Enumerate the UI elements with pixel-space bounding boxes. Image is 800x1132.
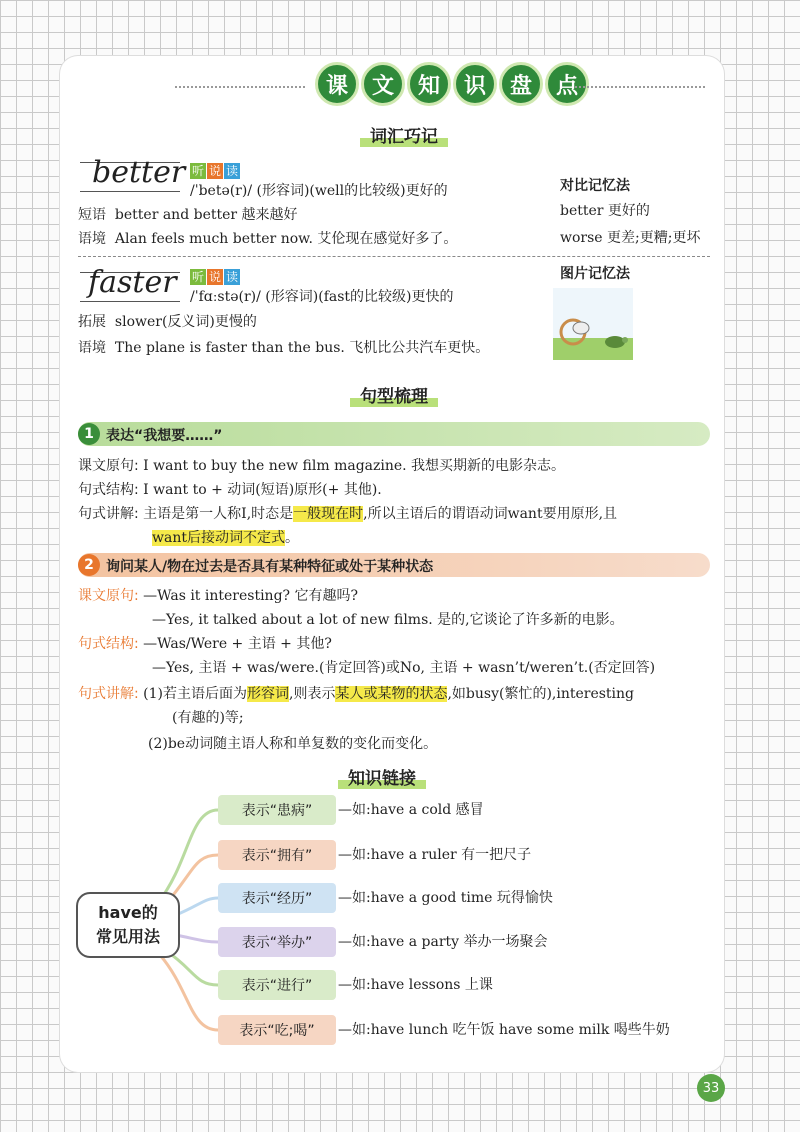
title-char: 盘 — [499, 62, 543, 106]
title-char: 识 — [453, 62, 497, 106]
title-char: 文 — [361, 62, 405, 106]
sentence-structure: 句式结构: —Was/Were + 主语 + 其他? — [78, 636, 332, 652]
text-sentence: 课文原句: —Was it interesting? 它有趣吗? — [78, 588, 358, 604]
side-method-line: better 更好的 — [560, 203, 650, 219]
sentence-explanation-2: (2)be动词随主语人称和单复数的变化而变化。 — [148, 736, 438, 752]
branch-label: 表示“经历” — [218, 883, 336, 913]
pattern-title: 表达“我想要……” — [106, 428, 223, 444]
text-sentence: 课文原句: I want to buy the new film magazine. 我想买期新的电影杂志。 — [78, 458, 566, 474]
read-tag: 读 — [225, 164, 238, 178]
speak-tag: 说 — [208, 270, 221, 284]
vocab-word: better — [92, 155, 186, 190]
read-tag: 读 — [225, 270, 238, 284]
listen-tag: 听 — [191, 164, 204, 178]
title-char: 课 — [315, 62, 359, 106]
pattern-number: 2 — [78, 554, 100, 576]
title-char: 知 — [407, 62, 451, 106]
branch-example: —如:have a cold 感冒 — [338, 802, 484, 818]
listen-tag: 听 — [191, 270, 204, 284]
branch-label: 表示“患病” — [218, 795, 336, 825]
branch-label: 表示“拥有” — [218, 840, 336, 870]
text-sentence-cont: —Yes, it talked about a lot of new films. 是的,它谈论了许多新的电影。 — [152, 612, 624, 628]
branch-example: —如:have lessons 上课 — [338, 977, 493, 993]
pattern-number: 1 — [78, 423, 100, 445]
extension-line: 拓展 slower(反义词)更慢的 — [78, 314, 257, 330]
branch-label: 表示“进行” — [218, 970, 336, 1000]
sentence-structure-cont: —Yes, 主语 + was/were.(肯定回答)或No, 主语 + wasn’t/weren’t.(否定回答) — [152, 660, 656, 676]
sentence-explanation-cont: want后接动词不定式。 — [152, 530, 299, 546]
sentence-explanation: 句式讲解: 主语是第一人称I,时态是一般现在时,所以主语后的谓语动词want要用原形,且 — [78, 506, 618, 522]
context-line: 语境 The plane is faster than the bus. 飞机比公共汽车更快。 — [78, 340, 490, 356]
branch-example: —如:have lunch 吃午饭 have some milk 喝些牛奶 — [338, 1022, 670, 1038]
pattern-title: 询问某人/物在过去是否具有某种特征或处于某种状态 — [106, 559, 434, 575]
word-pronunciation: /ˈfɑːstə(r)/ (形容词)(fast的比较级)更快的 — [190, 289, 454, 305]
side-method-line: worse 更差;更糟;更坏 — [560, 230, 701, 246]
knowledge-heading: 知识链接 — [338, 764, 426, 789]
branch-example: —如:have a good time 玩得愉快 — [338, 890, 553, 906]
speak-tag: 说 — [208, 164, 221, 178]
branch-example: —如:have a ruler 有一把尺子 — [338, 847, 532, 863]
title-char: 点 — [545, 62, 589, 106]
sentence-structure: 句式结构: I want to + 动词(短语)原形(+ 其他). — [78, 482, 382, 498]
word-pronunciation: /ˈbetə(r)/ (形容词)(well的比较级)更好的 — [190, 183, 448, 199]
branch-example: —如:have a party 举办一场聚会 — [338, 934, 548, 950]
context-line: 语境 Alan feels much better now. 艾伦现在感觉好多了。 — [78, 231, 458, 247]
branch-label: 表示“举办” — [218, 927, 336, 957]
page-number: 33 — [697, 1074, 725, 1102]
vocab-heading: 词汇巧记 — [360, 122, 448, 147]
sentence-explanation-cont: (有趣的)等; — [172, 710, 244, 726]
phrase-line: 短语 better and better 越来越好 — [78, 207, 298, 223]
sentence-explanation: 句式讲解: (1)若主语后面为形容词,则表示某人或某物的状态,如busy(繁忙的),interesting — [78, 686, 635, 702]
sentence-heading: 句型梳理 — [350, 382, 438, 407]
branch-label: 表示“吃;喝” — [218, 1015, 336, 1045]
vocab-word: faster — [88, 265, 177, 300]
side-method-title: 对比记忆法 — [560, 178, 630, 194]
side-method-title: 图片记忆法 — [560, 266, 630, 282]
mindmap-center: have的 常见用法 — [76, 892, 180, 958]
